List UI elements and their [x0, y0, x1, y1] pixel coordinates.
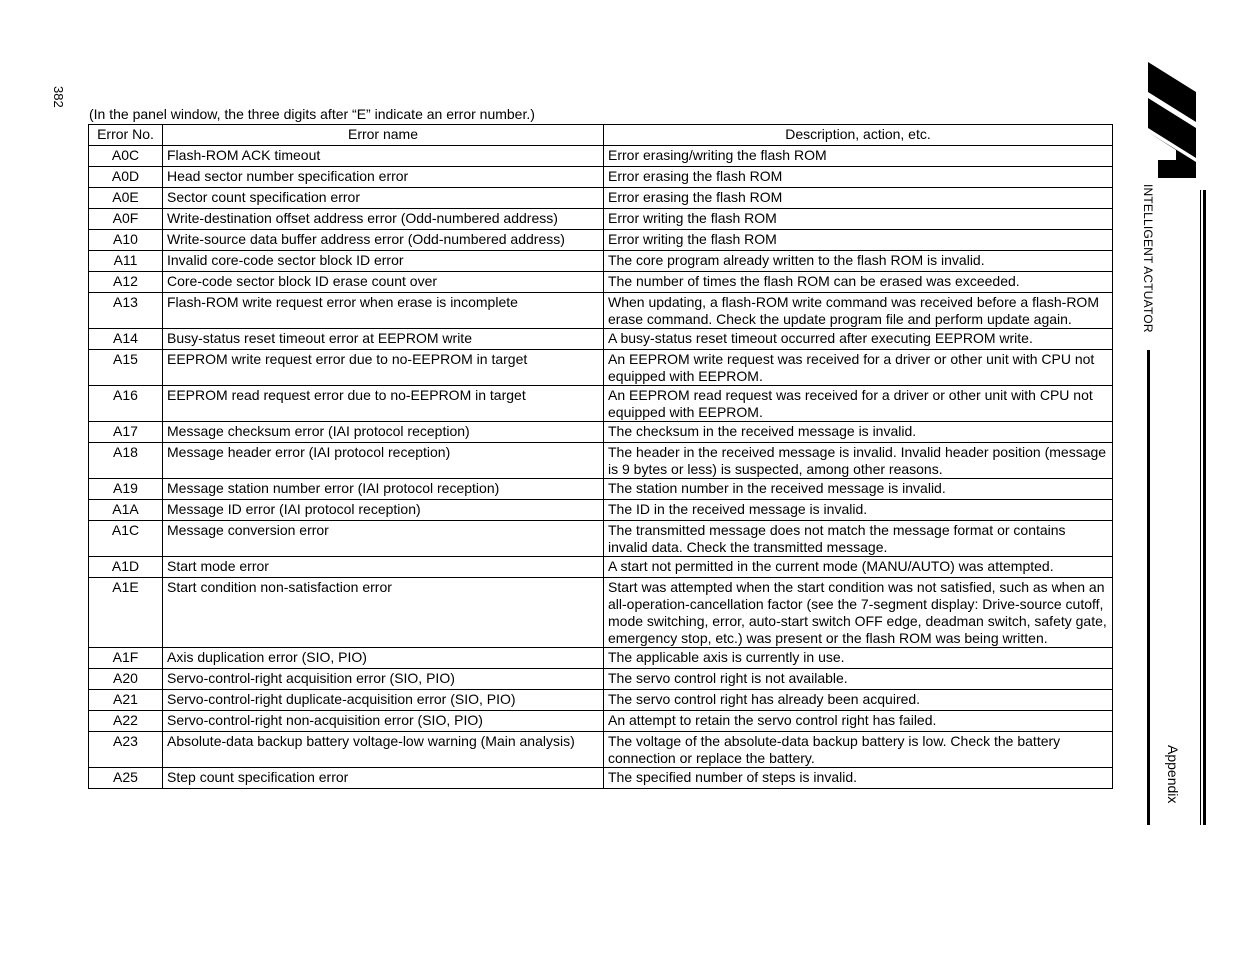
error-code-cell: A1F: [89, 648, 163, 669]
error-description-cell: The checksum in the received message is invalid.: [604, 422, 1113, 443]
table-row: [89, 711, 1113, 732]
table-row: [89, 648, 1113, 669]
error-description-cell: The applicable axis is currently in use.: [604, 648, 1113, 669]
error-name-cell: Servo-control-right non-acquisition error (SIO, PIO): [163, 711, 604, 732]
error-name-cell: Message header error (IAI protocol reception): [163, 443, 604, 479]
error-description-cell: A start not permitted in the current mode (MANU/AUTO) was attempted.: [604, 557, 1113, 578]
error-description-cell: The header in the received message is invalid. Invalid header position (message is 9 bytes or less) is suspected, among other reasons.: [604, 443, 1113, 479]
brand-label: INTELLIGENT ACTUATOR: [1141, 184, 1155, 333]
table-row: [89, 500, 1113, 521]
error-description-cell: The core program already written to the flash ROM is invalid.: [604, 251, 1113, 272]
error-name-cell: Core-code sector block ID erase count over: [163, 272, 604, 293]
side-rule-mid: [1147, 350, 1150, 825]
error-description-cell: The ID in the received message is invalid.: [604, 500, 1113, 521]
table-row: [89, 386, 1113, 422]
error-name-cell: Message conversion error: [163, 521, 604, 557]
error-name-cell: Servo-control-right duplicate-acquisition error (SIO, PIO): [163, 690, 604, 711]
error-name-cell: Busy-status reset timeout error at EEPROM write: [163, 329, 604, 350]
error-description-cell: Error writing the flash ROM: [604, 230, 1113, 251]
table-row: [89, 732, 1113, 768]
error-name-cell: Flash-ROM ACK timeout: [163, 146, 604, 167]
error-name-cell: Invalid core-code sector block ID error: [163, 251, 604, 272]
error-description-cell: The voltage of the absolute-data backup battery is low. Check the battery connection or replace the battery.: [604, 732, 1113, 768]
error-rows: [89, 146, 1113, 789]
error-name-cell: Servo-control-right acquisition error (SIO, PIO): [163, 669, 604, 690]
error-code-cell: A21: [89, 690, 163, 711]
error-description-cell: Start was attempted when the start condition was not satisfied, such as when an all-operation-cancellation factor (see the 7-segment display: Drive-source cutoff, mode switching, error, auto-start switch OFF edge, deadman switch, safety gate, emergency stop, etc.) was present or the flash ROM was being written.: [604, 578, 1113, 648]
error-code-cell: A0D: [89, 167, 163, 188]
table-row: [89, 521, 1113, 557]
table-row: [89, 329, 1113, 350]
error-name-cell: Write-source data buffer address error (Odd-numbered address): [163, 230, 604, 251]
error-name-cell: EEPROM write request error due to no-EEPROM in target: [163, 350, 604, 386]
error-name-cell: Sector count specification error: [163, 188, 604, 209]
error-code-cell: A13: [89, 293, 163, 329]
table-row: [89, 443, 1113, 479]
error-code-cell: A19: [89, 479, 163, 500]
table-header-row: [89, 125, 1113, 146]
error-description-cell: The transmitted message does not match the message format or contains invalid data. Check the transmitted message.: [604, 521, 1113, 557]
iai-logo: [1146, 62, 1198, 178]
table-row: [89, 188, 1113, 209]
error-description-cell: An EEPROM write request was received for a driver or other unit with CPU not equipped with EEPROM.: [604, 350, 1113, 386]
error-name-cell: EEPROM read request error due to no-EEPROM in target: [163, 386, 604, 422]
error-name-cell: Write-destination offset address error (Odd-numbered address): [163, 209, 604, 230]
intro-note: (In the panel window, the three digits after “E” indicate an error number.): [89, 106, 535, 122]
header-error-name: Error name: [163, 125, 604, 146]
error-description-cell: The servo control right has already been acquired.: [604, 690, 1113, 711]
error-description-cell: An EEPROM read request was received for a driver or other unit with CPU not equipped with EEPROM.: [604, 386, 1113, 422]
error-description-cell: The station number in the received message is invalid.: [604, 479, 1113, 500]
error-code-cell: A23: [89, 732, 163, 768]
error-code-cell: A18: [89, 443, 163, 479]
table-row: [89, 272, 1113, 293]
error-code-cell: A10: [89, 230, 163, 251]
table-row: [89, 690, 1113, 711]
table-row: [89, 209, 1113, 230]
header-error-no: Error No.: [89, 125, 163, 146]
page-number: 382: [51, 86, 66, 108]
error-description-cell: The specified number of steps is invalid.: [604, 768, 1113, 789]
error-code-cell: A1C: [89, 521, 163, 557]
table-row: [89, 167, 1113, 188]
error-name-cell: Head sector number specification error: [163, 167, 604, 188]
error-code-cell: A0F: [89, 209, 163, 230]
header-description: Description, action, etc.: [604, 125, 1113, 146]
error-code-cell: A20: [89, 669, 163, 690]
error-description-cell: An attempt to retain the servo control right has failed.: [604, 711, 1113, 732]
error-name-cell: Start mode error: [163, 557, 604, 578]
side-rule-thick-top: [1203, 190, 1206, 825]
error-code-cell: A1E: [89, 578, 163, 648]
error-description-cell: A busy-status reset timeout occurred after executing EEPROM write.: [604, 329, 1113, 350]
error-name-cell: Flash-ROM write request error when erase is incomplete: [163, 293, 604, 329]
error-description-cell: Error erasing the flash ROM: [604, 188, 1113, 209]
table-row: [89, 251, 1113, 272]
error-description-cell: The number of times the flash ROM can be erased was exceeded.: [604, 272, 1113, 293]
error-name-cell: Step count specification error: [163, 768, 604, 789]
table-row: [89, 669, 1113, 690]
error-code-cell: A17: [89, 422, 163, 443]
error-code-cell: A14: [89, 329, 163, 350]
error-name-cell: Message ID error (IAI protocol reception): [163, 500, 604, 521]
error-code-cell: A0E: [89, 188, 163, 209]
error-name-cell: Message checksum error (IAI protocol reception): [163, 422, 604, 443]
table-row: [89, 293, 1113, 329]
error-name-cell: Axis duplication error (SIO, PIO): [163, 648, 604, 669]
error-description-cell: Error erasing the flash ROM: [604, 167, 1113, 188]
table-row: [89, 578, 1113, 648]
error-description-cell: When updating, a flash-ROM write command was received before a flash-ROM erase command. Check the update program file and perform update again.: [604, 293, 1113, 329]
table-row: [89, 350, 1113, 386]
error-code-cell: A22: [89, 711, 163, 732]
error-code-cell: A25: [89, 768, 163, 789]
error-code-cell: A11: [89, 251, 163, 272]
error-name-cell: Message station number error (IAI protocol reception): [163, 479, 604, 500]
table-row: [89, 146, 1113, 167]
error-code-cell: A0C: [89, 146, 163, 167]
error-code-cell: A1D: [89, 557, 163, 578]
side-rule-thin-top: [1200, 190, 1201, 825]
table-row: [89, 557, 1113, 578]
error-description-cell: Error writing the flash ROM: [604, 209, 1113, 230]
error-name-cell: Absolute-data backup battery voltage-low warning (Main analysis): [163, 732, 604, 768]
error-code-cell: A1A: [89, 500, 163, 521]
error-description-cell: Error erasing/writing the flash ROM: [604, 146, 1113, 167]
error-code-cell: A12: [89, 272, 163, 293]
error-code-cell: A15: [89, 350, 163, 386]
table-row: [89, 230, 1113, 251]
error-description-cell: The servo control right is not available.: [604, 669, 1113, 690]
table-row: [89, 768, 1113, 789]
section-label: Appendix: [1165, 745, 1181, 804]
error-code-cell: A16: [89, 386, 163, 422]
table-row: [89, 479, 1113, 500]
table-row: [89, 422, 1113, 443]
error-name-cell: Start condition non-satisfaction error: [163, 578, 604, 648]
error-table: [88, 124, 1113, 789]
